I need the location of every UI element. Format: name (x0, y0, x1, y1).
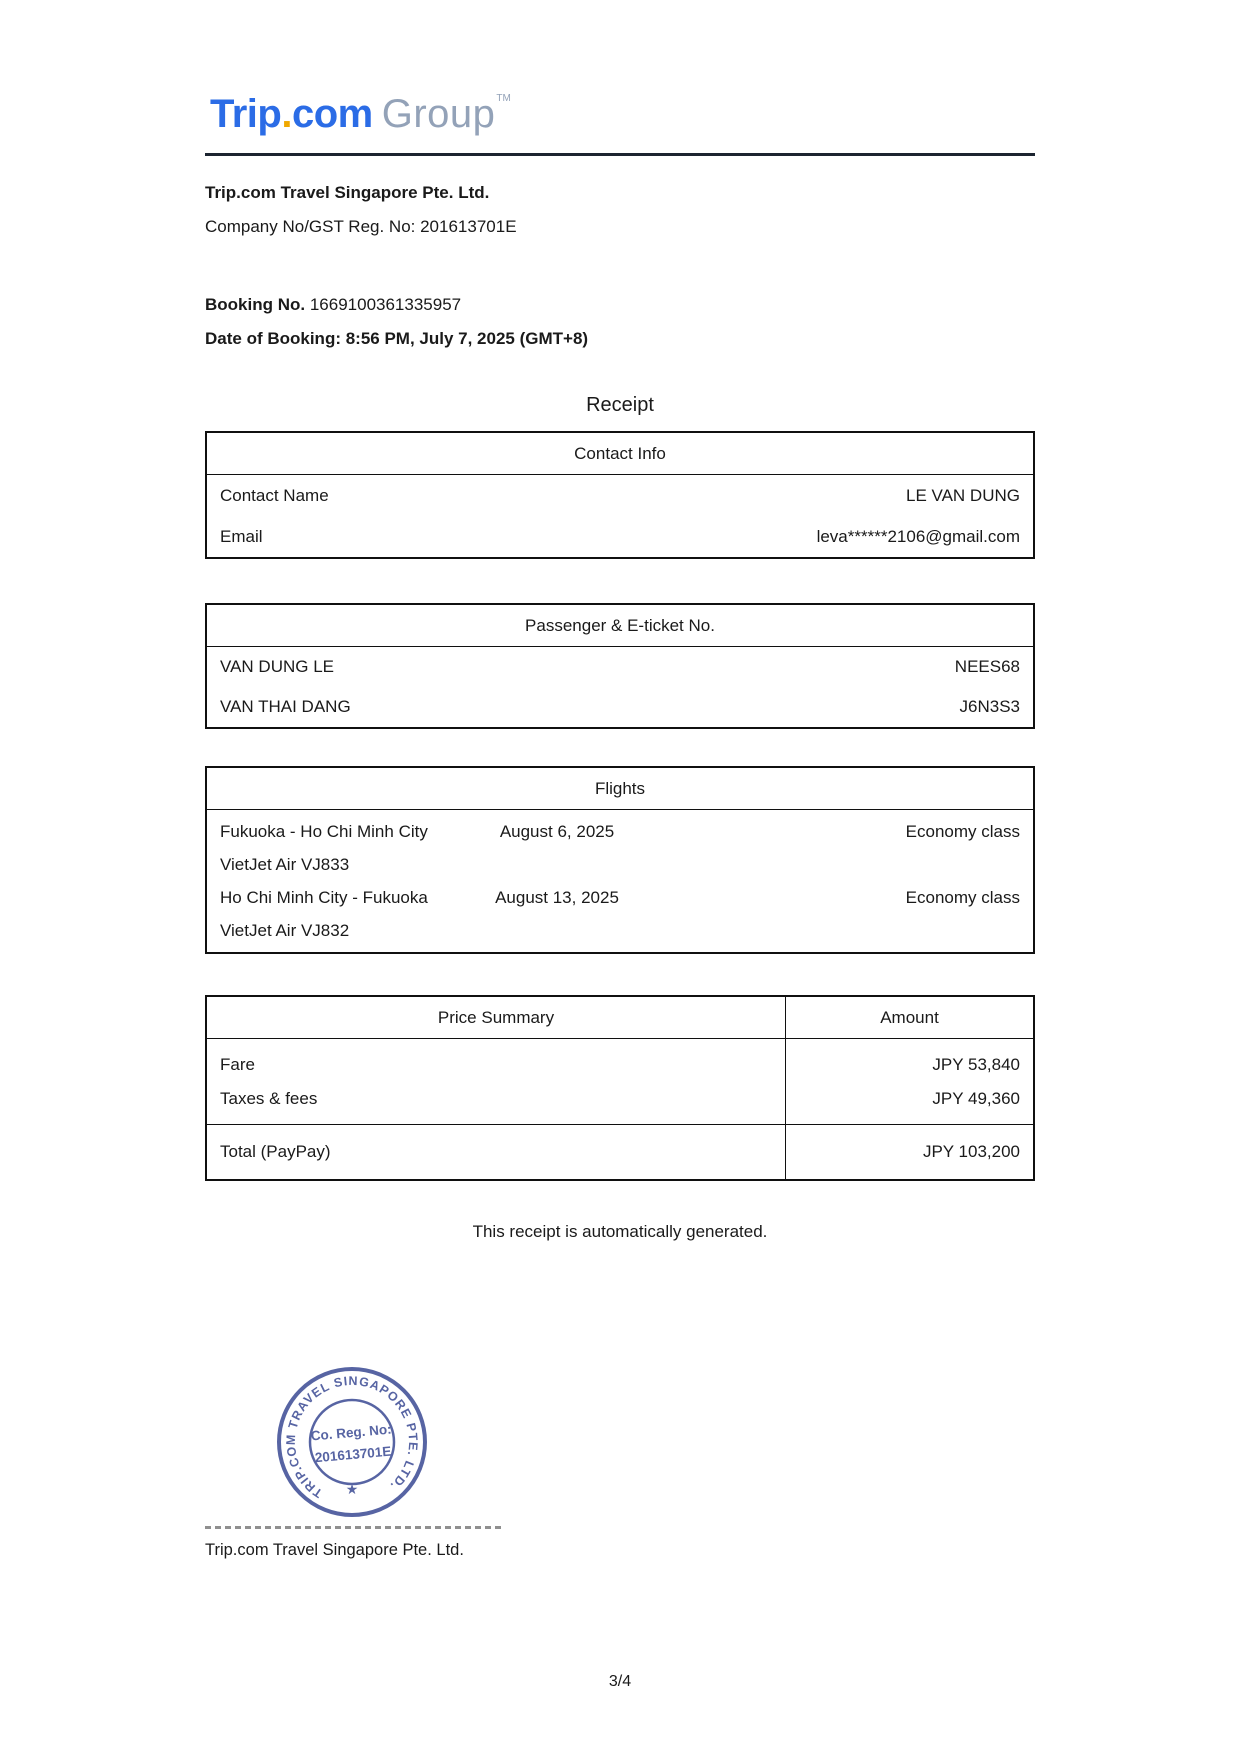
price-rows (207, 1039, 1033, 1125)
signature-dashed-line (205, 1526, 501, 1529)
flight-date: August 6, 2025 (499, 822, 615, 841)
stamp-reg-number: 201613701E (314, 1443, 392, 1466)
total-label: Total (PayPay) (220, 1142, 331, 1161)
flights-body (207, 810, 1033, 952)
auto-generated-note: This receipt is automatically generated. (472, 1222, 768, 1241)
company-registration: Company No/GST Reg. No: 201613701E (205, 217, 517, 236)
stamp-reg-label: Co. Reg. No: (310, 1421, 393, 1444)
flight-date: August 13, 2025 (495, 888, 619, 907)
table-row (207, 647, 1033, 687)
logo-dot: . (281, 92, 292, 136)
company-name: Trip.com Travel Singapore Pte. Ltd. (205, 183, 490, 202)
stamp-ring-text: TRIP.COM TRAVEL SINGAPORE PTE. LTD. (283, 1373, 421, 1501)
header-divider (205, 153, 1035, 156)
total-row (207, 1125, 1033, 1179)
logo-group-text: Group (381, 92, 496, 136)
price-summary-header: Price Summary (437, 1008, 555, 1027)
contact-name-label: Contact Name (220, 485, 329, 505)
footer-company-name: Trip.com Travel Singapore Pte. Ltd. (205, 1541, 464, 1559)
price-summary-table (205, 995, 1035, 1181)
tripcom-group-logo (210, 78, 511, 135)
taxes-amount: JPY 49,360 (932, 1089, 1020, 1108)
flight-route: Ho Chi Minh City - Fukuoka (220, 888, 428, 907)
contact-name-value: LE VAN DUNG (906, 485, 1020, 505)
fare-amount: JPY 53,840 (932, 1055, 1020, 1074)
flights-header: Flights (207, 768, 1033, 810)
table-row (207, 516, 1033, 557)
eticket-number: J6N3S3 (959, 697, 1020, 716)
passenger-eticket-table (205, 603, 1035, 729)
fare-label: Fare (220, 1055, 255, 1074)
booking-number-value: 1669100361335957 (309, 295, 462, 314)
passenger-eticket-header: Passenger & E-ticket No. (207, 605, 1033, 647)
star-icon: ★ (345, 1481, 359, 1497)
booking-number-line (205, 295, 461, 315)
flight-row (220, 815, 1020, 881)
company-stamp (267, 1357, 437, 1527)
flights-table (205, 766, 1035, 954)
page-title: Receipt (586, 394, 654, 416)
contact-info-header: Contact Info (207, 433, 1033, 475)
passenger-name: VAN THAI DANG (220, 697, 351, 716)
table-row (207, 687, 1033, 727)
flight-airline: VietJet Air VJ832 (220, 921, 350, 940)
booking-number-label: Booking No. (205, 295, 306, 314)
logo-com-text: com (291, 92, 373, 136)
contact-info-table (205, 431, 1035, 559)
flight-cabin-class: Economy class (905, 888, 1020, 907)
eticket-number: NEES68 (954, 657, 1020, 676)
booking-date-line: Date of Booking: 8:56 PM, July 7, 2025 (GMT+8) (205, 329, 589, 348)
total-amount: JPY 103,200 (785, 1125, 1033, 1179)
flight-airline: VietJet Air VJ833 (220, 855, 350, 874)
table-row (207, 475, 1033, 516)
logo-trip-text: Trip (210, 92, 282, 136)
email-label: Email (220, 526, 263, 546)
price-summary-header-row (207, 997, 1033, 1039)
passenger-name: VAN DUNG LE (220, 657, 334, 676)
flight-cabin-class: Economy class (905, 822, 1020, 841)
page-number: 3/4 (608, 1673, 632, 1690)
taxes-label: Taxes & fees (220, 1089, 318, 1108)
amount-header: Amount (785, 997, 1033, 1039)
email-value: leva******2106@gmail.com (816, 526, 1020, 546)
flight-row (220, 881, 1020, 947)
flight-route: Fukuoka - Ho Chi Minh City (220, 822, 428, 841)
trademark-symbol: TM (496, 93, 511, 104)
